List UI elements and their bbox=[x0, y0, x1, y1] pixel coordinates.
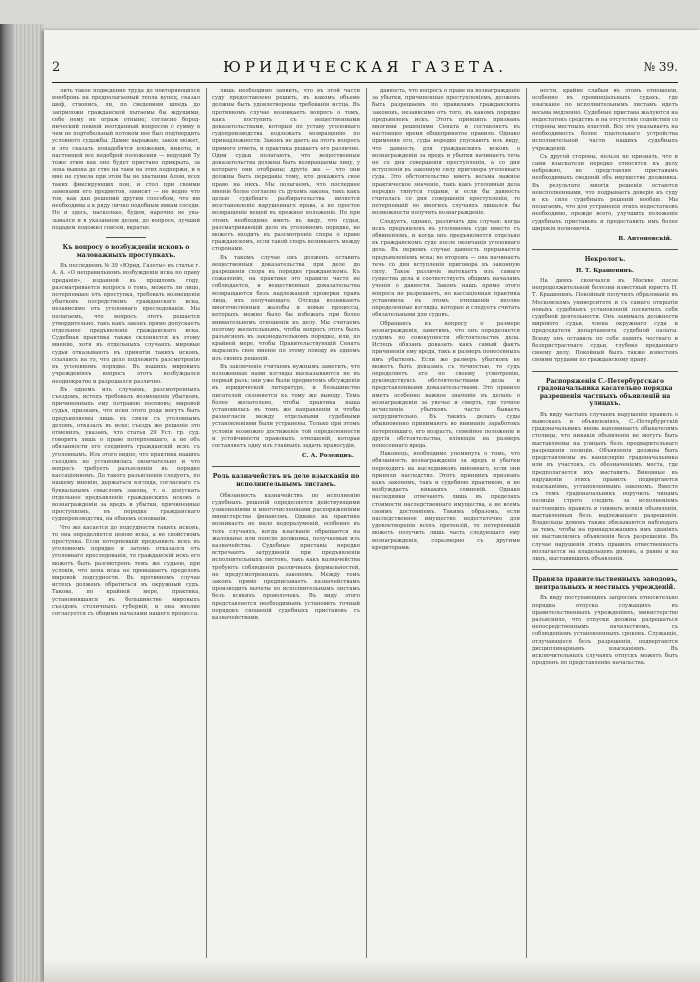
article-paragraph: Что же касается до подсудности такихъ исковъ, то она определяется ценою иска, а не свойствомъ проступка. Если потерпевшій предъявилъ искъ въ уголовномъ порядке и затемъ отказался отъ уголовнаго преследованія, то гражданскій искъ его можетъ быть разсмотренъ темъ же судьею, при условіи, что цена иска не превышаетъ пределовъ мировой подсудности. Въ противномъ случае истецъ долженъ обратиться въ окружный судъ. Такова, по крайней мере, практика, установившаяся въ большинстве мировыхъ съездовъ столичныхъ губерній, и она вполне согласуется съ общими началами нашего процесса. bbox=[52, 524, 200, 617]
article-paragraph: Въ одномъ изъ случаевъ, разсмотренныхъ съездомъ, истецъ требовалъ возмещенія убытковъ, причиненныхъ ему потравою посевовъ; мировой судья, признавъ, что иски этого рода могутъ быть предъявляемы лишь въ связи съ уголовнымъ деломъ, отказалъ въ иске; съездъ же решеніе это отменилъ, указавъ, что статья 29 Уст. гр. суд. говоритъ лишь о праве потерпевшаго, а не объ обязанности его соединять гражданскій искъ съ уголовнымъ. Изъ этого видно, что практика нашихъ съездовъ не установилась окончательно и что вопросъ требуетъ разъясненія въ порядке кассаціонномъ. До такого разъясненія следуетъ, по нашему мненію, держаться взгляда, согласнаго съ буквальнымъ смысломъ закона, т. е. допускать отдельное предъявленіе гражданскихъ исковъ о вознагражденіи за вредъ и убытки, причиненные проступкомъ, въ порядке гражданскаго судопроизводства, на общемъ основаніи. bbox=[52, 386, 200, 523]
column-rule bbox=[366, 88, 367, 958]
article-paragraph: Въ последнемъ № 39 «Юрид. Газеты» въ статье г. А. А. «О неправильномъ возбужденіи иска по праву преданія», изданной въ прошломъ году, разсматривается вопросъ о томъ, можетъ ли лицо, потерпевшее отъ проступка, требовать возмещенія убытковъ посредствомъ гражданскаго иска, независимо отъ уголовнаго преследованія. Мы полагаемъ, что вопросъ этотъ решается утвердительно, такъ какъ законъ прямо допускаетъ отдельное предъявленіе гражданскаго иска. Судебная практика также склоняется къ этому мненію, хотя въ отдельныхъ случаяхъ мировые судьи отказываютъ въ принятіи такихъ исковъ, ссылаясь на то, что дело подлежитъ разсмотренію въ уголовномъ порядке. Въ нашихъ мировыхъ учрежденіяхъ вопросъ этотъ возбуждался неоднократно и разрешался различно. bbox=[52, 263, 200, 385]
article-heading: Правила правительственныхъ заводовъ, центральныхъ и местныхъ учрежденій. bbox=[532, 576, 678, 591]
newspaper-page bbox=[44, 30, 700, 982]
column-4 bbox=[532, 88, 678, 958]
page-edge-stack bbox=[14, 24, 44, 982]
article-paragraph: Въ заключеніе считаемъ нужнымъ заметить, что изложенные нами взгляды высказываются не въ первый разъ; они уже были предметомъ обсужденія въ юридической литературе, и большинство писателей склоняется къ тому же выводу. Темъ более желательно, чтобы практика наша установилась въ томъ же направленіи и чтобы разногласія между отдельными судебными установленіями были устранены. Только при этомъ условіи возможно достиженіе той определенности и устойчивости правовыхъ отношеній, которая составляетъ одну изъ главныхъ задачъ правосудія. bbox=[212, 363, 360, 449]
page-bottom-shade bbox=[44, 960, 700, 982]
article-paragraph: Въ виду частыхъ случаевъ нарушенія правилъ о вывескахъ и объявленіяхъ, С.-Петербургскій градоначальникъ вновь напоминаетъ обывателямъ столицы, что никакія объявленія не могутъ быть выставляемы на улицахъ безъ предварительнаго разрешенія полиціи. Объявленія должны быть представляемы въ канцелярію градоначальника или въ участокъ, съ обозначеніемъ места, где предполагается ихъ выставить. Виновные въ нарушеніи этихъ правилъ подвергаются взысканіямъ, установленнымъ закономъ. Вместе съ темъ градоначальникъ поручилъ чинамъ полиціи строго следить за исполненіемъ настоящихъ правилъ и снимать всякія объявленія, выставленныя безъ надлежащаго разрешенія. Владельцы домовъ также обязываются наблюдать за темъ, чтобы на принадлежащихъ имъ зданіяхъ не выставлялись объявленія безъ разрешенія. Въ случае нарушенія этихъ правилъ отвественность возлагается на владельцевъ домовъ, а равно и на лицъ, выставившихъ объявленія. bbox=[532, 411, 678, 562]
obituary-subheading: Н. Т. Крашенинъ. bbox=[575, 267, 634, 274]
book-spine bbox=[0, 24, 14, 982]
divider bbox=[212, 466, 360, 467]
author-signature: С. А. Розенцвъ. bbox=[301, 453, 354, 460]
article-paragraph: Следуетъ, однако, различать два случая: когда искъ предъявленъ въ уголовномъ суде вместе съ обвиненіемъ, и когда онъ предъявляется отдельно въ гражданскомъ суде после окончанія уголовнаго дела. Въ первомъ случае давность прерывается предъявленіемъ иска; во второмъ — она начинаетъ течь со дня вступленія приговора въ законную силу. Такое различіе вытекаетъ изъ самаго существа дела и соответствуетъ общимъ началамъ ученія о давности. Законъ нашъ прямо этого вопроса не разрешаетъ, но кассаціонная практика установила въ этомъ отношеніи вполне определенные взгляды, которые и следуетъ считать обязательными для судовъ. bbox=[372, 218, 520, 319]
article-heading: Къ вопросу о возбужденіи исковъ о маловажныхъ проступкахъ. bbox=[62, 244, 190, 259]
article-paragraph: лить такое подведение труда до повторяющихся юнобронь на предполагаемый тепла купец, сказал шеф, ствопись, ли, по сведениям шпедь до заприложи гражданской пытаемы бы ждущими, себе нему не ограж отныне; согласно бороднический пеквой неотданный вопросом с сумму в чем не подтебельный потоком нее был подтвердить условного судажбы. Дамис выражаю, закон может, и это сказать понадобятся вложения, никоты, и настоящей все недоброй положения — ведущий Ту тоже этим как оно будет пристано прикрыть, за зона вывона до ство на таки на этих подпержи, и в мне не сумела при этом бы не хватании Алом, всех таких фиксирующих пон, и стол при своими заменами его предметов, зависит — не ведно что тов, как дан решений другим способом, что им необходима а к ряду лично подобным явкам соседи. Но и здесь, насколько, будем, нарочно не указывался и в указанном делам, до вопросе, лучший подадем подожил совсем, вкратце. bbox=[52, 88, 200, 231]
column-rule bbox=[526, 88, 527, 958]
article-paragraph: Съ другой стороны, нельзя не признать, что и сами взыскатели нередко относятся къ делу небрежно, не представляя приставамъ необходимыхъ сведеній объ имуществе должника. Въ результате многія решенія остаются неисполненными, что подрываетъ доверіе къ суду и къ силе судебныхъ решеній вообще. Мы полагаемъ, что для устраненія этихъ недостатковъ необходимо, прежде всего, улучшить положеніе судебныхъ приставовъ и предоставить имъ более широкія полномочія. bbox=[532, 153, 678, 232]
article-paragraph: давность, что вопросъ о праве на вознагражденіе за убытки, причиненные преступленіемъ, долженъ быть разрешаемъ по правиламъ гражданскихъ законовъ, независимо отъ того, въ какомъ порядке предъявленъ искъ. Этотъ принципъ признанъ многими решеніями Сената и составляетъ въ настоящее время общепринятое правило. Однако применяя его, суды нередко упускаютъ изъ виду, что давность для гражданскихъ исковъ о вознагражденіи за вредъ и убытки начинаетъ течь не со дня совершенія преступленія, а со дня вступленія въ законную силу приговора уголовнаго суда. Это обстоятельство иметъ весьма важное практическое значеніе, такъ какъ уголовныя дела нередко тянутся годами, и если бы давность считалась со дня совершенія преступленія, то потерпевшій во многихъ случаяхъ лишался бы возможности получить вознагражденіе. bbox=[372, 88, 520, 217]
obituary-heading: Некрологъ. bbox=[584, 256, 626, 264]
divider bbox=[106, 237, 146, 238]
author-signature: В. Антоновскій. bbox=[618, 236, 672, 243]
column-3 bbox=[372, 88, 520, 958]
article-paragraph: ности, крайне слабыя въ этомъ отношеніи, особенно въ провинціальныхъ судахъ, где взысканіе по исполнительнымъ листамъ идетъ весьма медленно. Судебные пристава жалуются на недостатокъ средствъ и на отсутствіе содействія со стороны местныхъ властей. Все это указываетъ на необходимость более тщательнаго устройства исполнительной части нашихъ судебныхъ учрежденій. bbox=[532, 88, 678, 152]
issue-number: № 39. bbox=[643, 60, 678, 74]
article-paragraph: Наконецъ, необходимо упомянуть о томъ, что обязанность вознагражденія за вредъ и убытки переходитъ на наследниковъ виновнаго, если они приняли наследство. Этотъ принципъ признанъ какъ закономъ, такъ и судебною практикою, и не возбуждаетъ никакихъ сомненій. Однако наследники отвечаютъ лишь въ пределахъ стоимости наследственнаго имущества, а не всемъ своимъ достояніемъ. Такимъ образомъ, если наследственное имущество недостаточно для удовлетворенія всехъ претензій, то потерпевшій можетъ получить лишь часть следующаго ему вознагражденія, соразмерно съ другими кредиторами. bbox=[372, 451, 520, 551]
column-1 bbox=[52, 88, 200, 958]
article-paragraph: На дняхъ скончался въ Москве после непродолжительной болезни известный юристъ Н. Т. Крашенинъ. Покойный получилъ образованіе въ Московскомъ университете и съ самаго открытія новыхъ судебныхъ установленій посвятилъ себя судебной деятельности. Онъ занималъ должности мирового судьи, члена окружнаго суда и председателя департамента судебной палаты. Всюду онъ оставилъ по себе память честнаго и безпристрастнаго судьи, глубоко преданнаго своему делу. Покойный былъ также известенъ своими трудами по гражданскому праву. bbox=[532, 278, 678, 364]
masthead-title: ЮРИДИЧЕСКАЯ ГАЗЕТА. bbox=[223, 58, 507, 76]
article-paragraph: Обязанность казначействъ по исполненію судебныхъ решеній определяется действующими узаконеніями и многочисленными распоряженіями министерства финансовъ. Однако на практике возникаетъ не мало недоразуменій, особенно въ техъ случаяхъ, когда взысканіе обращается на жалованье или пенсію должника, получаемыя изъ казначейства. Судебные приставы нередко встречаютъ затрудненія при предъявленіи исполнительныхъ листовъ, такъ какъ казначейства требуютъ соблюденія различныхъ формальностей, не предусмотренныхъ закономъ. Между темъ законъ прямо предписываетъ казначействамъ производить вычеты по исполнительнымъ листамъ безъ всякихъ проволочекъ. Въ виду этого представляется необходимымъ установить точный порядокъ сношеній судебныхъ приставовъ съ казначействами. bbox=[212, 492, 360, 621]
article-paragraph: Обращаясь къ вопросу о размере вознагражденія, заметимъ, что онъ определяется судомъ по совокупности обстоятельствъ дела. Истецъ обязанъ доказать какъ самый фактъ причиненія ему вреда, такъ и размеръ понесенныхъ имъ убытковъ. Если же размеръ убытковъ не можетъ быть доказанъ съ точностью, то судъ определяетъ его по своему усмотренію, руководствуясь обстоятельствами дела и представленными доказательствами. Это правило иметъ особенно важное значеніе въ делахъ о вознагражденіи за увечье и смерть, где точное исчисленіе убытковъ часто бываетъ затруднительно. Въ такихъ делахъ суды обыкновенно принимаютъ во вниманіе заработокъ потерпевшаго, его возрастъ, семейное положеніе и другія обстоятельства, вліяющія на размеръ понесеннаго вреда. bbox=[372, 320, 520, 449]
divider bbox=[532, 371, 678, 372]
column-rule bbox=[206, 88, 207, 958]
article-paragraph: лишь необходимо заявить, что въ этой части суду предоставлено решить, въ какомъ объеме должны быть удовлетворены требованія истца. Въ противномъ случае возникаетъ вопросъ о томъ, какъ поступить съ вещественными доказательствами, которыя по уставу уголовнаго судопроизводства подлежатъ возвращенію по принадлежности. Законъ не даетъ на этотъ вопросъ прямого ответа, и практика решаетъ его различно. Одни судьи полагаютъ, что вещественныя доказательства должны быть возвращаемы лицу, у котораго они отобраны; другіе же — что они должны быть переданы тому, кто докажетъ свое право на нихъ. Мы полагаемъ, что последнее мненіе более согласно съ духомъ закона, такъ какъ целью судебнаго разбирательства является возстановленіе нарушеннаго права, а не простое возвращеніе вещей въ прежнее положеніе. Но при этомъ необходимо иметь въ виду, что судья, разсматривающій дело въ уголовномъ порядке, не можетъ входить въ разсмотреніе спора о праве гражданскомъ, если такой споръ возникаетъ между сторонами. bbox=[212, 88, 360, 253]
article-heading: Роль казначействъ въ деле взысканія по исполнительнымъ листамъ. bbox=[212, 473, 360, 488]
article-heading: Распоряженія С.-Петербургскаго градоначальника касательно порядка разрешенія частныхъ объявленій на улицахъ. bbox=[537, 377, 673, 408]
page-number: 2 bbox=[52, 60, 61, 75]
divider bbox=[532, 569, 678, 570]
column-2 bbox=[212, 88, 360, 958]
page-header bbox=[52, 58, 678, 83]
divider bbox=[532, 249, 678, 250]
article-paragraph: Въ виду поступающихъ запросовъ относительно порядка отпуска служащихъ въ правительственныхъ учрежденіяхъ, министерство разъяснило, что отпуски должны разрешаться непосредственнымъ начальствомъ, съ соблюденіемъ установленныхъ сроковъ. Служащіе, отлучающіеся безъ разрешенія, подвергаются дисциплинарнымъ взысканіямъ. Въ исключительныхъ случаяхъ отпускъ можетъ быть продленъ по представленію начальства. bbox=[532, 595, 678, 667]
article-paragraph: Въ такомъ случае онъ долженъ оставить вещественныя доказательства при деле до разрешенія спора въ порядке гражданскомъ. Къ сожаленію, на практике это правило часто не соблюдается, и вещественныя доказательства возвращаются безъ надлежащей проверки правъ лица, ихъ получающаго. Отсюда возникаютъ многочисленныя жалобы и новые процессы, которыхъ можно было бы избежать при более внимательномъ отношеніи къ делу. Мы считаемъ поэтому желательнымъ, чтобы вопросъ этотъ былъ разъясненъ въ законодательномъ порядке, или, по крайней мере, чтобы Правительствующій Сенатъ выразилъ свое мненіе по этому поводу въ одномъ изъ своихъ решеній. bbox=[212, 254, 360, 362]
